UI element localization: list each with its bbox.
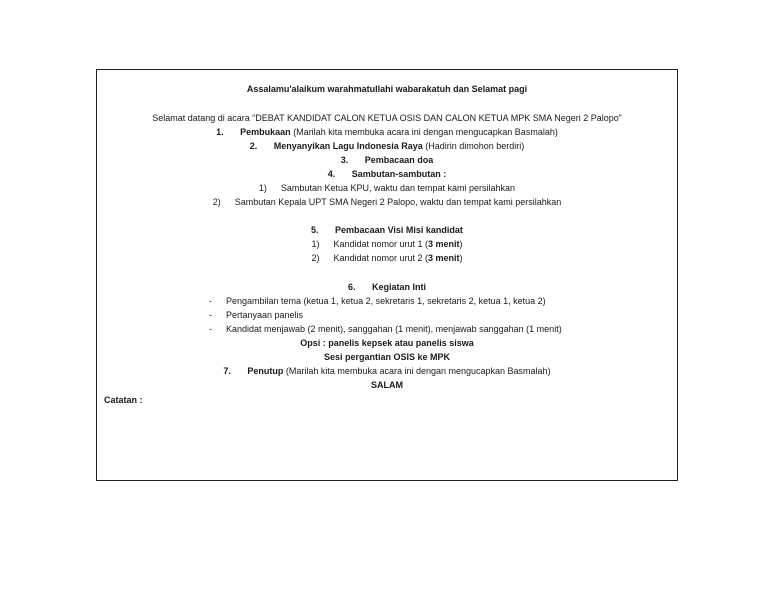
- agenda-item-4: [97, 169, 677, 180]
- agenda-number: 4.: [327, 169, 336, 179]
- agenda-number: 3.: [340, 155, 349, 165]
- option-note: Opsi : panelis kepsek atau panelis siswa: [300, 338, 474, 348]
- agenda-title: Pembukaan: [240, 127, 291, 137]
- bullet-mark: -: [209, 324, 212, 334]
- bullet-mark: -: [209, 310, 212, 320]
- bullet-text: Pertanyaan panelis: [226, 310, 304, 320]
- greeting: Assalamu'alaikum warahmatullahi wabarakatuh dan Selamat pagi: [246, 84, 528, 94]
- bullet-item: [209, 324, 562, 335]
- bullet-text: Pengambilan tema (ketua 1, ketua 2, sekretaris 1, sekretaris 2, ketua 1, ketua 2): [226, 296, 546, 306]
- agenda-title: Pembacaan doa: [364, 155, 434, 165]
- sub-text: Kandidat nomor urut 1 (: [333, 239, 429, 249]
- sub-duration: 3 menit: [428, 239, 460, 249]
- document-frame: [96, 69, 678, 481]
- sub-text: Sambutan Ketua KPU, waktu dan tempat kami persilahkan: [280, 183, 516, 193]
- agenda-title: Menyanyikan Lagu Indonesia Raya: [273, 141, 423, 151]
- sub-item: [97, 239, 677, 250]
- sub-duration: 3 menit: [428, 253, 460, 263]
- agenda-number: 7.: [223, 366, 231, 376]
- agenda-title: Sambutan-sambutan :: [351, 169, 447, 179]
- agenda-item-7: [97, 366, 677, 377]
- agenda-item-6: [97, 282, 677, 293]
- sub-number: 2): [212, 197, 221, 207]
- bullet-item: [209, 296, 546, 307]
- sub-item: [97, 253, 677, 264]
- agenda-number: 5.: [311, 225, 319, 235]
- agenda-number: 1.: [216, 127, 224, 137]
- salam: SALAM: [371, 380, 403, 390]
- agenda-title: Kegiatan Inti: [371, 282, 426, 292]
- sub-number: 1): [258, 183, 267, 193]
- session-note: Sesi pergantian OSIS ke MPK: [323, 352, 451, 362]
- sub-end: ): [459, 253, 463, 263]
- bullet-text: Kandidat menjawab (2 menit), sanggahan (1 menit), menjawab sanggahan (1 menit): [226, 324, 562, 334]
- agenda-title: Pembacaan Visi Misi kandidat: [335, 225, 463, 235]
- bullet-item: [209, 310, 303, 321]
- agenda-number: 2.: [249, 141, 258, 151]
- agenda-item-1: [97, 127, 677, 138]
- sub-number: 2): [311, 253, 320, 263]
- agenda-note: (Marilah kita membuka acara ini dengan mengucapkan Basmalah): [283, 366, 551, 376]
- sub-end: ): [459, 239, 463, 249]
- agenda-item-2: [97, 141, 677, 152]
- agenda-note: (Marilah kita membuka acara ini dengan mengucapkan Basmalah): [290, 127, 558, 137]
- agenda-number: 6.: [347, 282, 356, 292]
- sub-text: Kandidat nomor urut 2 (: [333, 253, 429, 263]
- notes-label: Catatan :: [104, 395, 143, 405]
- agenda-note: (Hadirin dimohon berdiri): [422, 141, 525, 151]
- sub-text: Sambutan Kepala UPT SMA Negeri 2 Palopo, waktu dan tempat kami persilahkan: [234, 197, 562, 207]
- bullet-mark: -: [209, 296, 212, 306]
- sub-item: [97, 197, 677, 208]
- agenda-item-5: [97, 225, 677, 236]
- agenda-item-3: [97, 155, 677, 166]
- agenda-title: Penutup: [247, 366, 284, 376]
- sub-number: 1): [311, 239, 320, 249]
- sub-item: [97, 183, 677, 194]
- welcome-text: Selamat datang di acara “DEBAT KANDIDAT CALON KETUA OSIS DAN CALON KETUA MPK SMA Negeri 2 Palopo”: [152, 113, 622, 123]
